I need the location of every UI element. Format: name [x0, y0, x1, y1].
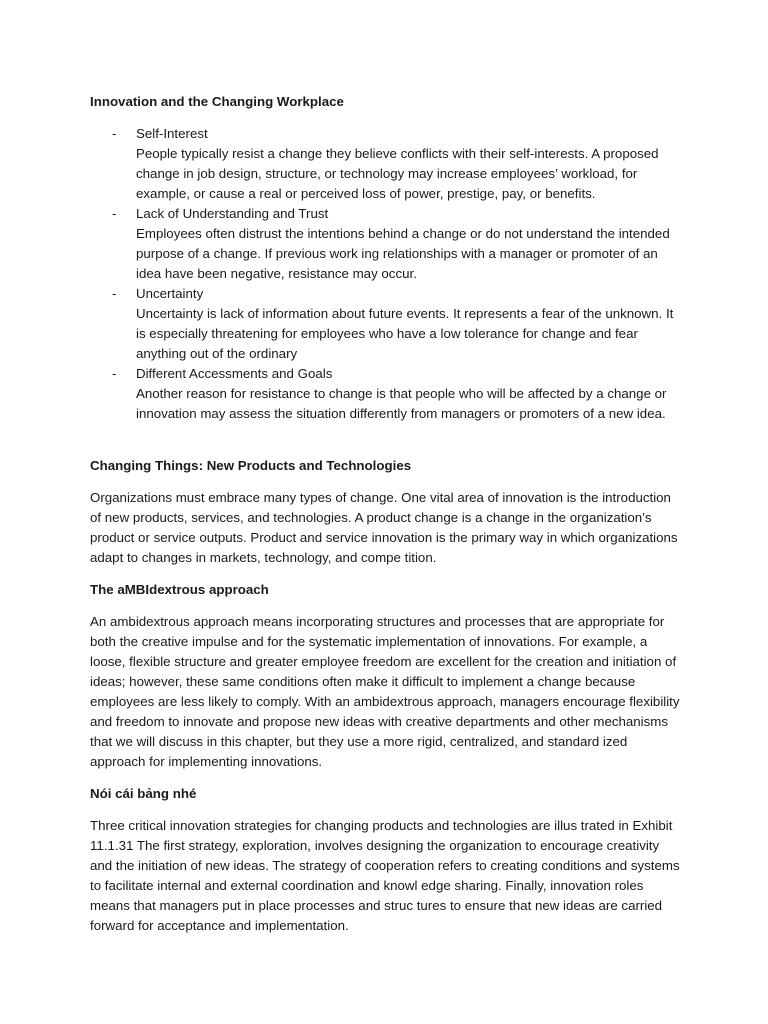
- list-bullet: -: [112, 366, 117, 381]
- spacer: [90, 600, 680, 612]
- list-item-body: People typically resist a change they believe conflicts with their self-interests. A proposed change in job design, structure, or technology may increase employees’ workload, for example, or cause a real or perceived loss of power, prestige, pay, or benefits.: [136, 146, 659, 201]
- document-content: [90, 92, 680, 936]
- spacer: [90, 772, 680, 784]
- spacer: [90, 568, 680, 580]
- list-item: [90, 204, 680, 284]
- list-bullet: -: [112, 286, 117, 301]
- list-item-title: Self-Interest: [136, 126, 208, 141]
- list-item-body: Uncertainty is lack of information about future events. It represents a fear of the unknown. It is especially threatening for employees who have a low tolerance for change and fear anything out of the ordinary: [136, 306, 674, 361]
- list-item-title: Lack of Understanding and Trust: [136, 206, 329, 221]
- list-item-body: Employees often distrust the intentions behind a change or do not understand the intended purpose of a change. If previous work ing relationships with a manager or promoter of an idea have been negative, resistance may occur.: [136, 226, 670, 281]
- paragraph-new-products: Organizations must embrace many types of change. One vital area of innovation is the introduction of new products, services, and technologies. A product change is a change in the organization’s product or service outputs. Product and service innovation is the primary way in which organizations adapt to changes in markets, technology, and compe tition.: [90, 490, 678, 565]
- list-item-body: Another reason for resistance to change is that people who will be affected by a change or innovation may assess the situation differently from managers or promoters of a new idea.: [136, 386, 667, 421]
- section-heading-new-products: Changing Things: New Products and Technologies: [90, 458, 412, 473]
- paragraph-ambidextrous: An ambidextrous approach means incorporating structures and processes that are appropriate for both the creative impulse and for the systematic implementation of innovations. For example, a loose, flexible structure and greater employee freedom are excellent for the creation and initiation of ideas; however, these same conditions often make it difficult to implement a change because employees are less likely to comply. With an ambidextrous approach, managers encourage flexibility and freedom to innovate and propose new ideas with creative departments and other mechanisms that we will discuss in this chapter, but they use a more rigid, centralized, and standard ized approach for implementing innovations.: [90, 614, 680, 769]
- list-bullet: -: [112, 206, 117, 221]
- paragraph-innovation-strategies: Three critical innovation strategies for changing products and technologies are illus trated in Exhibit 11.1.31 The first strategy, exploration, involves designing the organization to encourage creativity and the initiation of new ideas. The strategy of cooperation refers to creating conditions and systems to facilitate internal and external coordination and knowl edge sharing. Finally, innovation roles means that managers put in place processes and struc tures to ensure that new ideas are carried forward for acceptance and implementation.: [90, 818, 680, 933]
- spacer: [90, 804, 680, 816]
- list-item: [90, 124, 680, 204]
- list-bullet: -: [112, 126, 117, 141]
- list-item: [90, 284, 680, 364]
- spacer: [90, 424, 680, 456]
- section-heading-ambidextrous: The aMBIdextrous approach: [90, 582, 269, 597]
- spacer: [90, 476, 680, 488]
- list-item-title: Different Accessments and Goals: [136, 366, 333, 381]
- resistance-reasons-list: [90, 124, 680, 424]
- section-heading-innovation-workplace: Innovation and the Changing Workplace: [90, 94, 344, 109]
- list-item: [90, 364, 680, 424]
- list-item-title: Uncertainty: [136, 286, 204, 301]
- section-heading-table-note: Nói cái bảng nhé: [90, 786, 197, 801]
